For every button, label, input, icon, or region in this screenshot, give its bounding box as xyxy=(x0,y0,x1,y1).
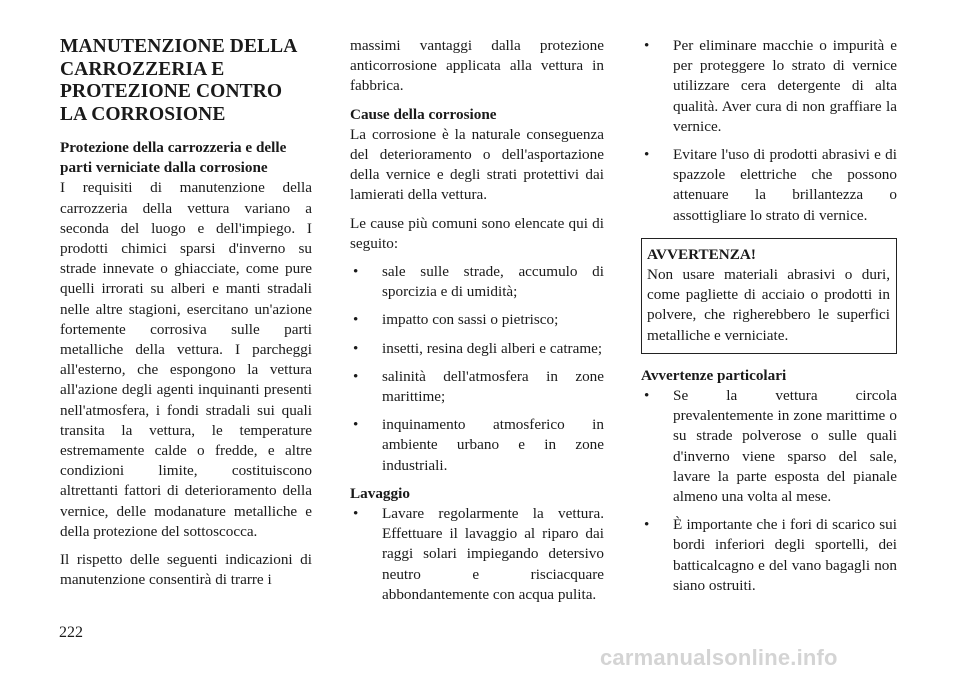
paragraph-requirements: I requisiti di manutenzione della carrozzeria della vettura variano a seconda del luogo e dell'impiego. I prodotti chimici sparsi d'inverno su strade innevate o ghiacciate, come pure quelli irrorati su alberi e manti stradali nelle altre stagioni, esercitano un'azione fortemente corrosiva sulle parti metalliche della vettura. I parcheggi all'esterno, che espongono la vettura all'azione degli agenti inquinanti presenti nell'atmosfera, i fondi stradali sui quali transita la vettura, le temperature estremamente calde o fredde, e altre condizioni limite, costituiscono altrettanti fattori di deterioramento della vernice, delle modanature metalliche e della protezione del sottoscocca. xyxy=(60,179,312,540)
section-subtitle: Protezione della carrozzeria e delle parti verniciate dalla corrosione xyxy=(60,139,287,177)
warning-text: Non usare materiali abrasivi o duri, come pagliette di acciaio o prodotti in polvere, che righerebbero le superfici metalliche e verniciate. xyxy=(647,266,890,344)
heading-washing: Lavaggio xyxy=(350,484,410,502)
causes-list xyxy=(350,262,604,476)
paragraph-list-intro: Le cause più comuni sono elencate qui di seguito: xyxy=(350,214,604,252)
page-number: 222 xyxy=(59,624,83,641)
page-title: MANUTENZIONE DELLA CARROZZERIA E PROTEZIONE CONTRO LA CORROSIONE xyxy=(60,36,297,125)
heading-special-warnings: Avvertenze particolari xyxy=(641,366,787,384)
list-item: • Per eliminare macchie o impurità e per proteggere lo strato di vernice utilizzare cera detergente di alta qualità. Aver cura di non graffiare la vernice. xyxy=(641,36,897,137)
paragraph-causes: La corrosione è la naturale conseguenza del deterioramento o dell'asportazione della vernice e degli strati protettivi dai lamierati della vettura. xyxy=(350,125,604,204)
paragraph-continuation: massimi vantaggi dalla protezione anticorrosione applicata alla vettura in fabbrica. xyxy=(350,37,604,95)
column-2 xyxy=(350,36,604,613)
list-item: • Se la vettura circola prevalentemente in zone marittime o su strade polverose o sulle quali d'inverno viene sparso del sale, lavare la parte esposta del pianale almeno una volta al mese. xyxy=(641,386,897,507)
warning-box xyxy=(641,238,897,354)
list-item: • sale sulle strade, accumulo di sporcizia e di umidità; xyxy=(350,262,604,302)
list-item: • Evitare l'uso di prodotti abrasivi e di spazzole elettriche che possono attenuare la brillantezza o assottigliare lo strato di vernice. xyxy=(641,145,897,226)
column-1 xyxy=(60,36,312,598)
watermark: carmanualsonline.info xyxy=(600,645,838,670)
washing-list xyxy=(350,504,604,605)
warning-title: AVVERTENZA! xyxy=(647,245,756,263)
special-list xyxy=(641,386,897,596)
list-item: • inquinamento atmosferico in ambiente urbano e in zone industriali. xyxy=(350,415,604,476)
list-item: • impatto con sassi o pietrisco; xyxy=(350,310,604,330)
heading-causes: Cause della corrosione xyxy=(350,105,497,123)
column-3 xyxy=(641,36,897,604)
list-item: • Lavare regolarmente la vettura. Effettuare il lavaggio al riparo dai raggi solari impiegando detersivo neutro e risciacquare abbondantemente con acqua pulita. xyxy=(350,504,604,605)
paragraph-instructions: Il rispetto delle seguenti indicazioni di manutenzione consentirà di trarre i xyxy=(60,551,312,589)
list-item: • È importante che i fori di scarico sui bordi inferiori degli sportelli, dei batticalcagno e del vano bagagli non siano ostruiti. xyxy=(641,515,897,596)
care-list xyxy=(641,36,897,226)
list-item: • insetti, resina degli alberi e catrame; xyxy=(350,339,604,359)
list-item: • salinità dell'atmosfera in zone marittime; xyxy=(350,367,604,407)
